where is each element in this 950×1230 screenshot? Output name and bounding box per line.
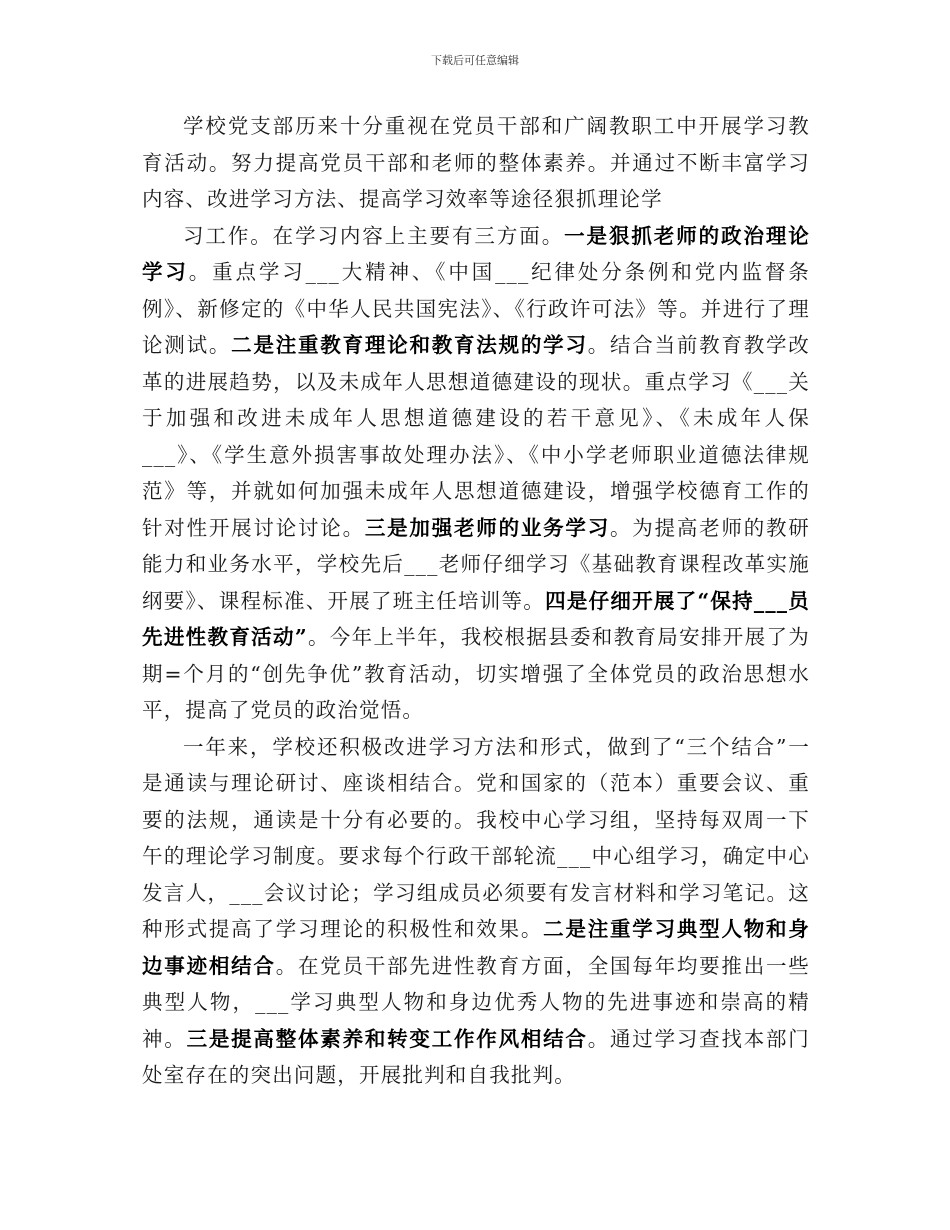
paragraph-1 <box>142 108 810 218</box>
paragraph-text: 。重点学习___大精神、《中国___纪律处分条例和党内监督条例》、新修定的《中华人民共国宪法》、《行政许可法》等。并进行了理论测试。 <box>142 260 810 357</box>
paragraph-text: 。今年上半年，我校根据县委和教育局安排开展了为期=个月的“创先争优”教育活动，切实增强了全体党员的政治思想水平，提高了党员的政治觉悟。 <box>142 625 810 722</box>
bold-heading-6: 三是提高整体素养和转变工作作风相结合 <box>186 1026 588 1051</box>
bold-heading-5: 二是注重学习典型人物和身边事迹相结合 <box>142 917 810 978</box>
paragraph-text: 习工作。在学习内容上主要有三方面。 <box>183 223 565 248</box>
bold-heading-4: 四是仔细开展了“保持___员先进性教育活动” <box>142 588 810 649</box>
document-body <box>142 108 810 1094</box>
paragraph-2 <box>142 218 810 729</box>
paragraph-text: 一年来，学校还积极改进学习方法和形式，做到了“三个结合”一是通读与理论研讨、座谈相结合。党和国家的（范本）重要会议、重要的法规，通读是十分有必要的。我校中心学习组，坚持每双周一下午的理论学习制度。要求每个行政干部轮流___中心组学习，确定中心发言人，___会议讨论；学习组成员必须要有发言材料和学习笔记。这种形式提高了学习理论的积极性和效果。 <box>142 734 810 941</box>
paragraph-3 <box>142 729 810 1094</box>
bold-heading-3: 三是加强老师的业务学习 <box>364 515 611 540</box>
bold-heading-2: 二是注重教育理论和教育法规的学习 <box>231 333 588 357</box>
paragraph-text: 学校党支部历来十分重视在党员干部和广阔教职工中开展学习教育活动。努力提高党员干部和老师的整体素养。并通过不断丰富学习内容、改进学习方法、提高学习效率等途径狠抓理论学 <box>142 114 810 211</box>
paragraph-text: 。在党员干部先进性教育方面，全国每年均要推出一些典型人物，___学习典型人物和身边优秀人物的先进事迹和崇高的精神。 <box>142 953 810 1051</box>
paragraph-text: 。通过学习查找本部门处室存在的突出问题，开展批判和自我批判。 <box>142 1026 811 1087</box>
bold-heading-1: 一是狠抓老师的政治理论学习 <box>142 223 810 284</box>
paragraph-text: 。为提高老师的教研能力和业务水平，学校先后___老师仔细学习《基础教育课程改革实施纲要》、课程标准、开展了班主任培训等。 <box>142 515 811 613</box>
page-header: 下载后可任意编辑 <box>431 54 519 67</box>
paragraph-text: 。结合当前教育教学改革的进展趋势，以及未成年人思想道德建设的现状。重点学习《___关于加强和改进未成年人思想道德建设的若干意见》、《未成年人保___》、《学生意外损害事故处理办法》、《中小学老师职业道德法律规范》等，并就如何加强未成年人思想道德建设，增强学校德育工作的针对性开展讨论讨论。 <box>142 333 811 540</box>
